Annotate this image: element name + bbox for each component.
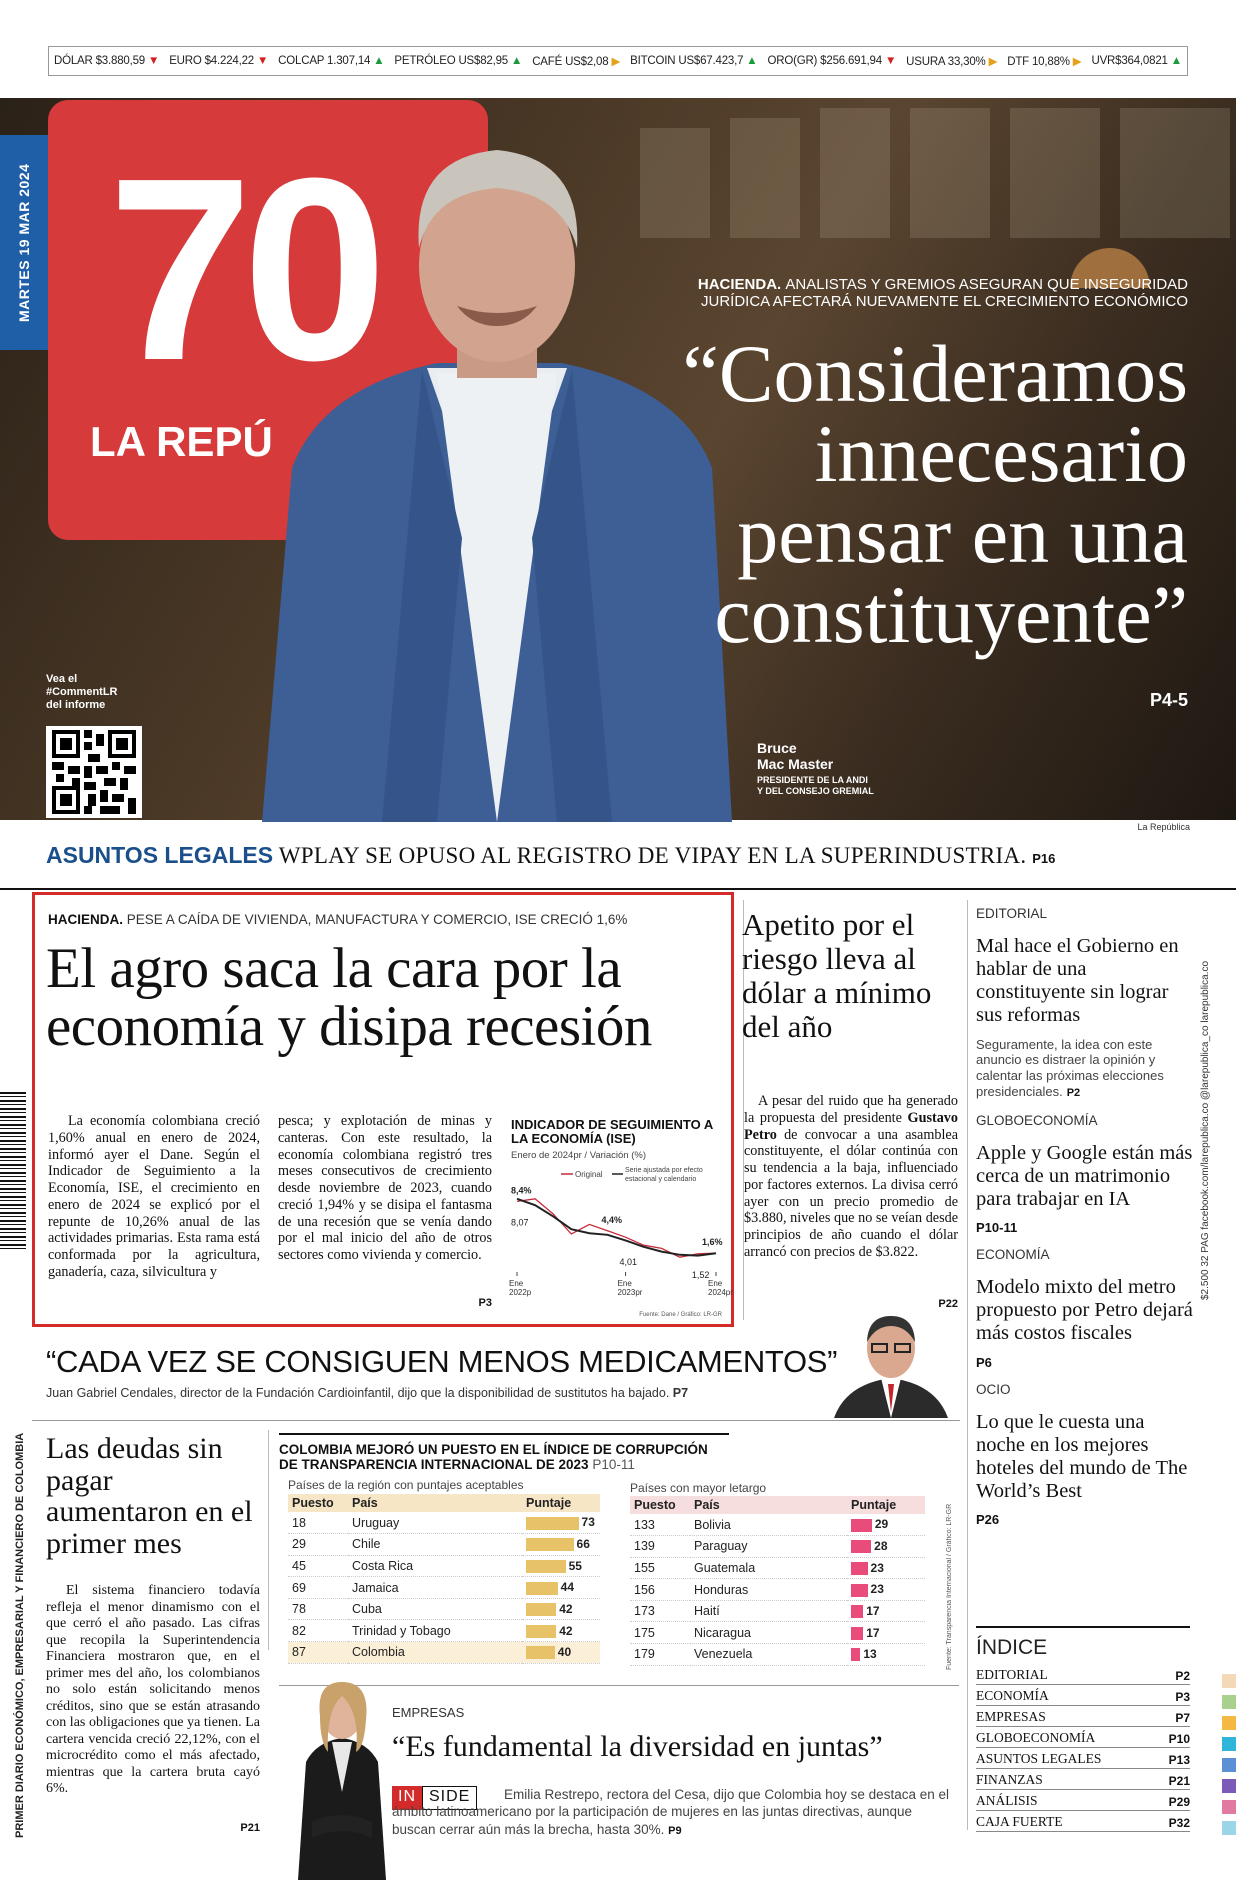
score-value: 17 xyxy=(866,1604,880,1619)
index-item-page: P29 xyxy=(1168,1795,1190,1809)
section-color-tab xyxy=(1222,1737,1236,1751)
index-item-name: ANÁLISIS xyxy=(976,1793,1038,1808)
series-line-original xyxy=(517,1199,716,1257)
column-header-rank: Puesto xyxy=(288,1494,348,1512)
score-cell xyxy=(847,1536,925,1558)
side-story-section: ECONOMÍA xyxy=(976,1247,1050,1263)
data-label: 1,6% xyxy=(702,1237,723,1248)
rank-cell: 18 xyxy=(288,1512,348,1534)
country-cell: Nicaragua xyxy=(690,1622,847,1644)
score-bar xyxy=(526,1603,556,1616)
hero-page-ref: P4-5 xyxy=(1149,690,1188,710)
ticker-item xyxy=(169,55,268,67)
index-item-page: P2 xyxy=(1175,1669,1190,1683)
rank-cell: 155 xyxy=(630,1557,690,1579)
column-header-score: Puntaje xyxy=(847,1496,925,1514)
side-story-headline: Apple y Google están más cerca de un matrimonio para trabajar en IA xyxy=(976,1141,1193,1210)
index-item[interactable] xyxy=(976,1748,1190,1769)
country-cell: Colombia xyxy=(348,1642,522,1664)
score-bar xyxy=(526,1538,574,1551)
side-story-page-ref: P6 xyxy=(976,1354,992,1370)
arrow-up-icon: ▲ xyxy=(511,55,523,67)
lead-body-col2: pesca; y explotación de minas y canteras. Con este resultado, la economía colombiana registró tres meses consecutivos de crecimiento desde noviembre de 2023, cuando creció 1,94% y se disipa el fantasma de una recesión que se venía dando por el mal inicio del año de otros sectores como vivienda y comercio. xyxy=(278,1113,492,1263)
person-name-last: Mac Master xyxy=(757,756,834,773)
index-item-name: FINANZAS xyxy=(976,1772,1043,1787)
score-cell xyxy=(522,1534,600,1556)
dollar-body-end: de convocar a una asamblea constituyente, el dólar continúa con su tendencia a la baja, influenciado por factores externos. La divisa cerró ayer con un precio promedio de $3.880, niveles que no se veían desde principios de año cuando el dólar arrancó con precios de $3.822. xyxy=(744,1126,958,1260)
section-divider xyxy=(32,1420,960,1421)
score-bar xyxy=(851,1584,868,1597)
legal-headline: WPLAY SE OPUSO AL REGISTRO DE VIPAY EN LA SUPERINDUSTRIA. xyxy=(278,843,1027,868)
corruption-title-line-2: DE TRANSPARENCIA INTERNACIONAL DE 2023 xyxy=(279,1456,589,1472)
x-tick-label: Ene 2024pr xyxy=(708,1279,733,1297)
country-cell: Jamaica xyxy=(348,1577,522,1599)
score-cell xyxy=(847,1557,925,1579)
dollar-body-start: A pesar del ruido que ha generado la propuesta del presidente xyxy=(744,1093,958,1126)
score-bar xyxy=(851,1540,871,1553)
side-story-headline: Modelo mixto del metro propuesto por Petro dejará más costos fiscales xyxy=(976,1276,1193,1345)
chart-subtitle: Enero de 2024pr / Variación (%) xyxy=(511,1149,647,1161)
table-row xyxy=(630,1557,925,1579)
country-cell: Costa Rica xyxy=(348,1555,522,1577)
comment-hashtag[interactable]: #CommentLR xyxy=(46,686,118,699)
chart-title: INDICADOR DE SEGUIMIENTO A LA ECONOMÍA (ISE) xyxy=(511,1117,713,1147)
index-item[interactable] xyxy=(976,1664,1190,1685)
table-row xyxy=(630,1600,925,1622)
rank-cell: 82 xyxy=(288,1620,348,1642)
dollar-page-ref: P22 xyxy=(938,1298,958,1310)
column-divider xyxy=(967,900,968,1830)
side-story[interactable] xyxy=(976,1247,1194,1369)
country-cell: Uruguay xyxy=(348,1512,522,1534)
score-value: 40 xyxy=(557,1645,572,1660)
anniversary-number: 70 xyxy=(108,125,378,415)
data-label: 8,4% xyxy=(511,1185,532,1196)
side-story-section: OCIO xyxy=(976,1381,1011,1397)
legend-label-adjusted: Serie ajustada por efecto estacional y calendario xyxy=(625,1167,703,1183)
side-story-section: EDITORIAL xyxy=(976,906,1048,921)
score-bar xyxy=(851,1605,863,1618)
score-value: 66 xyxy=(576,1537,590,1552)
debts-headline[interactable]: Las deudas sin pagar aumentaron en el primer mes xyxy=(46,1432,253,1560)
index-item-page: P10 xyxy=(1168,1732,1190,1746)
diversity-body xyxy=(392,1786,958,1838)
comment-callout xyxy=(46,673,118,713)
section-color-tab xyxy=(1222,1821,1236,1835)
country-cell: Chile xyxy=(348,1534,522,1556)
comment-line-1: Vea el xyxy=(46,673,78,685)
score-cell xyxy=(522,1512,600,1534)
person-role-2: Y DEL CONSEJO GREMIAL xyxy=(757,785,874,796)
score-bar xyxy=(526,1646,555,1659)
country-cell: Haití xyxy=(690,1600,847,1622)
side-story-page-ref: P2 xyxy=(1066,1087,1081,1100)
score-cell xyxy=(847,1600,925,1622)
side-story[interactable] xyxy=(976,1113,1194,1235)
meds-page-ref: P7 xyxy=(672,1386,689,1400)
rank-cell: 139 xyxy=(630,1536,690,1558)
column-header-score: Puntaje xyxy=(522,1494,600,1512)
score-bar xyxy=(851,1562,868,1575)
section-color-tab xyxy=(1222,1674,1236,1688)
side-story-headline: Mal hace el Gobierno en hablar de una constituyente sin lograr sus reformas xyxy=(976,935,1179,1027)
lead-page-ref: P3 xyxy=(478,1297,492,1309)
side-story-page-ref: P26 xyxy=(976,1512,1000,1528)
index-item[interactable] xyxy=(976,1811,1190,1832)
date-band: MARTES 19 MAR 2024 xyxy=(0,135,48,350)
lead-body-col1: La economía colombiana creció 1,60% anual en enero de 2024, informó ayer el Dane. Según el Indicador de Seguimiento a la Economía, ISE, el crecimiento en enero de 2024 se explicó por el repunte de 10,26% anual de las actividades primarias. Esta rama está conformada por la agricultura, ganadería, caza, silvicultura y xyxy=(48,1113,260,1280)
side-story[interactable] xyxy=(976,1382,1194,1528)
ticker-value: CAFÉ US$2,08 xyxy=(532,56,609,68)
corruption-title xyxy=(279,1443,749,1473)
diversity-body-text: Emilia Restrepo, rectora del Cesa, dijo que Colombia hoy se destaca en el ámbito latinoamericano por la participación de mujeres en las juntas directivas, aunque buscan cerrar aún más la brecha, hasta 30%. xyxy=(392,1787,949,1837)
series-line-adjusted xyxy=(517,1199,716,1256)
x-tick-label: Ene 2022p xyxy=(509,1279,532,1297)
data-label: 1,52 xyxy=(691,1269,710,1280)
ticker-value: PETRÓLEO US$82,95 xyxy=(394,55,508,67)
side-story-page-ref: P10-11 xyxy=(976,1220,1018,1236)
corruption-page-ref: P10-11 xyxy=(592,1456,635,1472)
right-table-caption: Países con mayor letargo xyxy=(630,1481,767,1495)
arrow-up-icon: ▲ xyxy=(373,55,385,67)
table-row xyxy=(630,1644,925,1666)
person-name-first: Bruce xyxy=(757,740,797,756)
score-cell xyxy=(847,1622,925,1644)
side-story-section: GLOBOECONOMÍA xyxy=(976,1112,1098,1128)
index-item-page: P13 xyxy=(1168,1753,1190,1767)
arrow-down-icon: ▼ xyxy=(884,55,897,67)
score-bar xyxy=(851,1648,860,1661)
market-ticker xyxy=(48,46,1188,76)
ticker-value: BITCOIN US$67.423,7 xyxy=(630,55,744,67)
score-bar xyxy=(526,1625,556,1638)
country-cell: Trinidad y Tobago xyxy=(348,1620,522,1642)
lead-kicker-section: HACIENDA. xyxy=(48,912,124,927)
qr-code-icon[interactable] xyxy=(46,726,142,818)
ticker-item xyxy=(278,55,384,67)
ticker-item xyxy=(906,54,997,68)
dollar-headline[interactable]: Apetito por el riesgo lleva al dólar a mínimo del año xyxy=(742,907,932,1045)
score-value: 73 xyxy=(581,1515,595,1530)
hero-section xyxy=(0,98,1236,820)
section-color-tab xyxy=(1222,1716,1236,1730)
hero-kicker xyxy=(628,276,1188,311)
ticker-item xyxy=(394,55,522,67)
photo-credit: La República xyxy=(1137,822,1190,832)
index-item-page: P3 xyxy=(1175,1690,1190,1704)
side-story-headline: Lo que le cuesta una noche en los mejores hoteles del mundo de The World’s Best xyxy=(976,1410,1188,1503)
background-window xyxy=(820,108,890,238)
tagline-vertical: PRIMER DIARIO ECONÓMICO, EMPRESARIAL Y FINANCIERO DE COLOMBIA xyxy=(14,1432,26,1838)
right-column xyxy=(976,906,1194,1539)
rank-cell: 175 xyxy=(630,1622,690,1644)
ticker-value: COLCAP 1.307,14 xyxy=(278,55,371,67)
score-bar xyxy=(851,1627,863,1640)
country-cell: Venezuela xyxy=(690,1644,847,1666)
column-header-rank: Puesto xyxy=(630,1496,690,1514)
barcode-icon xyxy=(0,1092,26,1252)
table-row xyxy=(630,1536,925,1558)
rank-cell: 156 xyxy=(630,1579,690,1601)
arrow-right-icon: ▶ xyxy=(611,56,621,68)
legal-section-label: ASUNTOS LEGALES xyxy=(46,842,274,868)
legend-label-original: Original xyxy=(575,1170,603,1179)
score-value: 17 xyxy=(866,1625,880,1640)
lead-kicker xyxy=(48,912,627,927)
diversity-section: EMPRESAS xyxy=(392,1705,465,1720)
index-item-page: P32 xyxy=(1168,1816,1190,1830)
index-item[interactable] xyxy=(976,1769,1190,1790)
corruption-table-acceptable xyxy=(288,1494,600,1664)
legal-page-ref: P16 xyxy=(1032,851,1056,866)
table-source: Fuente: Transparencia Internacional / Gráfico: LR-GR xyxy=(946,1503,953,1670)
chart-plot xyxy=(509,1154,733,1324)
ticker-value: ORO(GR) $256.691,94 xyxy=(767,55,882,67)
rank-cell: 87 xyxy=(288,1642,348,1664)
index-rule xyxy=(976,1626,1190,1628)
diversity-quote[interactable]: “Es fundamental la diversidad en juntas” xyxy=(392,1730,883,1763)
meds-byline-text: Juan Gabriel Cendales, director de la Fundación Cardioinfantil, dijo que la disponibilidad de sustitutos ha bajado. xyxy=(46,1386,670,1400)
arrow-right-icon: ▶ xyxy=(1072,56,1082,68)
score-bar xyxy=(851,1519,872,1532)
country-cell: Guatemala xyxy=(690,1557,847,1579)
arrow-up-icon: ▲ xyxy=(746,55,758,67)
index-item-page: P7 xyxy=(1175,1711,1190,1725)
score-value: 42 xyxy=(559,1623,573,1638)
ticker-item xyxy=(1091,55,1181,67)
comment-line-3: del informe xyxy=(46,699,106,712)
score-cell xyxy=(522,1598,600,1620)
ticker-value: DÓLAR $3.880,59 xyxy=(54,55,145,67)
background-window xyxy=(730,118,800,238)
hero-quote[interactable]: “Consideramos innecesario pensar en una constituyente” xyxy=(682,328,1188,661)
arrow-right-icon: ▶ xyxy=(988,56,998,68)
index-item-page: P21 xyxy=(1168,1774,1190,1788)
index-item-name: CAJA FUERTE xyxy=(976,1814,1063,1829)
debts-body: El sistema financiero todavía refleja el menor dinamismo con el que cerró el año pasado. Las cifras que recopila la Superintendencia Financiera mostraron que, en el primer mes del año, los colombianos no solo están solicitando menos créditos, sino que se están atrasando con las obligaciones que ya tienen. La cartera vencida creció 22,12%, con el microcrédito como el más afectado, mientras que la cartera bruta cayó 6%. xyxy=(46,1583,260,1797)
data-label: 4,4% xyxy=(601,1214,622,1225)
section-color-tab xyxy=(1222,1779,1236,1793)
dollar-body xyxy=(744,1093,958,1261)
left-table-caption: Países de la región con puntajes aceptables xyxy=(288,1478,524,1492)
cendales-photo xyxy=(826,1312,956,1418)
index-item[interactable] xyxy=(976,1790,1190,1811)
score-value: 28 xyxy=(874,1539,888,1554)
arrow-up-icon: ▲ xyxy=(1170,55,1182,67)
ticker-item xyxy=(532,54,620,68)
score-cell xyxy=(522,1642,600,1664)
index-item[interactable] xyxy=(976,1727,1190,1748)
table-row xyxy=(288,1642,600,1664)
rank-cell: 78 xyxy=(288,1598,348,1620)
table-row xyxy=(288,1555,600,1577)
table-row xyxy=(288,1577,600,1599)
corruption-table-lagging xyxy=(630,1496,925,1666)
inside-badge-side: SIDE xyxy=(422,1786,477,1810)
index-color-tabs xyxy=(1222,1674,1236,1842)
score-value: 44 xyxy=(560,1580,575,1595)
country-cell: Bolivia xyxy=(690,1514,847,1536)
column-divider xyxy=(268,1430,269,1650)
data-label: 8,07 xyxy=(511,1217,529,1228)
meds-quote[interactable]: “CADA VEZ SE CONSIGUEN MENOS MEDICAMENTOS” xyxy=(46,1344,838,1379)
score-cell xyxy=(522,1555,600,1577)
table-row xyxy=(288,1534,600,1556)
ticker-value: UVR$364,0821 xyxy=(1091,55,1168,67)
index-item[interactable] xyxy=(976,1706,1190,1727)
score-cell xyxy=(847,1579,925,1601)
rank-cell: 133 xyxy=(630,1514,690,1536)
score-cell xyxy=(847,1514,925,1536)
hero-kicker-text: ANALISTAS Y GREMIOS ASEGURAN QUE INSEGURIDAD JURÍDICA AFECTARÁ NUEVAMENTE EL CRECIMIENTO ECONÓMICO xyxy=(700,276,1188,311)
section-color-tab xyxy=(1222,1758,1236,1772)
section-color-tab xyxy=(1222,1695,1236,1709)
ticker-item xyxy=(630,55,757,67)
hero-kicker-section: HACIENDA. xyxy=(697,276,782,293)
section-color-tab xyxy=(1222,1800,1236,1814)
index-item-name: ASUNTOS LEGALES xyxy=(976,1751,1102,1766)
ticker-value: EURO $4.224,22 xyxy=(169,55,254,67)
rank-cell: 45 xyxy=(288,1555,348,1577)
ticker-item xyxy=(767,55,896,67)
score-value: 23 xyxy=(870,1582,884,1597)
person-caption xyxy=(757,740,874,796)
index-list xyxy=(976,1664,1190,1832)
ticker-value: DTF 10,88% xyxy=(1007,56,1070,68)
arrow-down-icon: ▼ xyxy=(256,55,269,67)
rank-cell: 69 xyxy=(288,1577,348,1599)
table-rule xyxy=(279,1433,729,1435)
background-window xyxy=(910,108,990,238)
ise-chart xyxy=(509,1117,733,1318)
ticker-item xyxy=(1007,54,1081,68)
inside-badge-in: IN xyxy=(392,1786,422,1810)
rank-cell: 173 xyxy=(630,1600,690,1622)
side-story-body: Seguramente, la idea con este anuncio es distraer la opinión y calentar las próximas elecciones presidenciales. xyxy=(976,1036,1164,1100)
score-value: 42 xyxy=(559,1602,573,1617)
background-window xyxy=(1120,108,1230,238)
section-divider xyxy=(0,888,1236,890)
column-header-country: País xyxy=(348,1494,522,1512)
ticker-value: USURA 33,30% xyxy=(906,56,986,68)
score-value: 13 xyxy=(863,1647,877,1662)
rank-cell: 179 xyxy=(630,1644,690,1666)
column-header-country: País xyxy=(690,1496,847,1514)
index-item-name: EDITORIAL xyxy=(976,1667,1048,1682)
brand-name: LA REPÚ xyxy=(90,418,273,465)
table-row xyxy=(630,1514,925,1536)
index-title: ÍNDICE xyxy=(976,1636,1048,1659)
background-window xyxy=(1010,108,1100,238)
index-item-name: ECONOMÍA xyxy=(976,1688,1049,1703)
table-row xyxy=(288,1598,600,1620)
person-role-1: PRESIDENTE DE LA ANDI xyxy=(757,775,868,786)
index-item-name: GLOBOECONOMÍA xyxy=(976,1730,1096,1745)
data-label: 4,01 xyxy=(619,1257,638,1268)
country-cell: Honduras xyxy=(690,1579,847,1601)
diversity-page-ref: P9 xyxy=(668,1824,682,1837)
score-value: 29 xyxy=(874,1517,889,1532)
restrepo-photo xyxy=(292,1672,392,1880)
lead-headline[interactable]: El agro saca la cara por la economía y disipa recesión xyxy=(46,937,652,1059)
meds-byline xyxy=(46,1386,688,1400)
side-story[interactable] xyxy=(976,906,1194,1101)
debts-page-ref: P21 xyxy=(240,1822,260,1834)
corruption-title-line-1: COLOMBIA MEJORÓ UN PUESTO EN EL ÍNDICE DE CORRUPCIÓN xyxy=(279,1442,708,1457)
table-row xyxy=(630,1622,925,1644)
country-cell: Paraguay xyxy=(690,1536,847,1558)
legal-teaser[interactable] xyxy=(46,842,1055,869)
score-cell xyxy=(522,1577,600,1599)
dollar-body-name: Gustavo Petro xyxy=(744,1109,958,1143)
ticker-item xyxy=(54,55,159,67)
score-bar xyxy=(526,1582,558,1595)
score-bar xyxy=(526,1517,579,1530)
x-tick-label: Ene 2023pr xyxy=(617,1279,643,1297)
score-value: 55 xyxy=(568,1558,582,1573)
table-row xyxy=(630,1579,925,1601)
score-bar xyxy=(526,1560,566,1573)
table-row xyxy=(288,1620,600,1642)
lead-kicker-text: PESE A CAÍDA DE VIVIENDA, MANUFACTURA Y COMERCIO, ISE CRECIÓ 1,6% xyxy=(126,912,628,927)
index-item-name: EMPRESAS xyxy=(976,1709,1046,1724)
rank-cell: 29 xyxy=(288,1534,348,1556)
index-item[interactable] xyxy=(976,1685,1190,1706)
score-cell xyxy=(522,1620,600,1642)
table-row xyxy=(288,1512,600,1534)
country-cell: Cuba xyxy=(348,1598,522,1620)
score-cell xyxy=(847,1644,925,1666)
score-value: 23 xyxy=(870,1560,884,1575)
chart-source: Fuente: Dane / Gráfico: LR-GR xyxy=(639,1312,722,1318)
price-social-vertical: $2.500 32 PAG facebook.com/larepublica.co @larepublica_co larepublica.co xyxy=(1200,960,1211,1300)
arrow-down-icon: ▼ xyxy=(147,55,160,67)
